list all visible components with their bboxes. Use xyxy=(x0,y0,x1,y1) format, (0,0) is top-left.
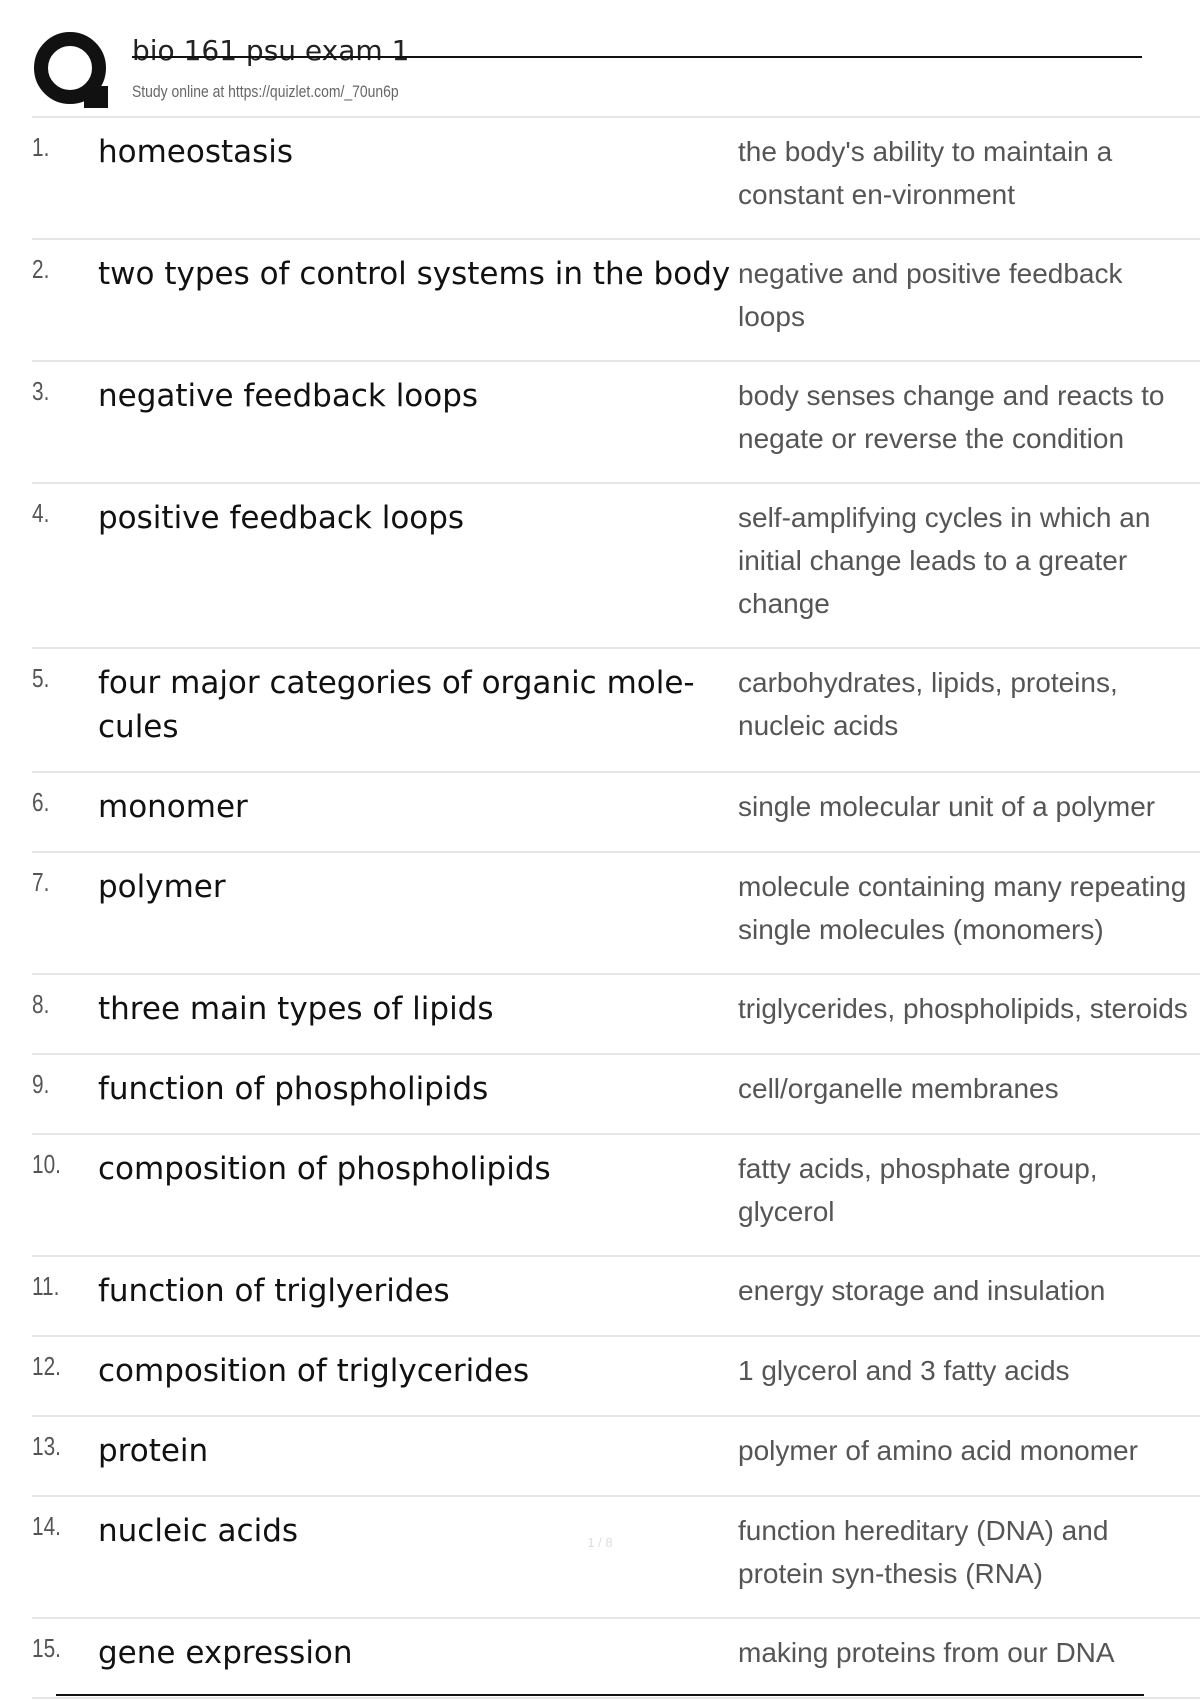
definition: triglycerides, phospholipids, steroids xyxy=(738,993,1188,1024)
definition: polymer of amino acid monomer xyxy=(738,1435,1138,1466)
definition: self-amplifying cycles in which an initial change leads to a greater change xyxy=(738,502,1151,619)
definition: energy storage and insulation xyxy=(738,1275,1106,1306)
row-number: 12. xyxy=(32,1351,61,1381)
definition: negative and positive feedback loops xyxy=(738,258,1123,332)
row-number: 5. xyxy=(32,663,50,693)
flashcard-row xyxy=(32,116,1200,238)
term: composition of triglycerides xyxy=(98,1353,530,1389)
row-number: 9. xyxy=(32,1069,50,1099)
term: function of triglyerides xyxy=(98,1273,450,1309)
flashcard-row xyxy=(32,647,1200,771)
flashcard-row xyxy=(32,1495,1200,1617)
flashcard-row xyxy=(32,360,1200,482)
definition: body senses change and reacts to negate or reverse the condition xyxy=(738,380,1165,454)
flashcard-row xyxy=(32,973,1200,1053)
term: function of phospholipids xyxy=(98,1071,489,1107)
document-header xyxy=(32,30,1142,110)
definition: function hereditary (DNA) and protein syn-thesis (RNA) xyxy=(738,1515,1109,1589)
row-number: 1. xyxy=(32,132,50,162)
definition: cell/organelle membranes xyxy=(738,1073,1059,1104)
definition: carbohydrates, lipids, proteins, nucleic acids xyxy=(738,667,1118,741)
flashcard-list xyxy=(32,116,1200,1699)
title-rule xyxy=(132,56,1142,58)
study-online-link-text: Study online at https://quizlet.com/_70un6p xyxy=(132,82,399,101)
row-number: 11. xyxy=(32,1271,60,1301)
row-number: 14. xyxy=(32,1511,61,1541)
flashcard-row xyxy=(32,1335,1200,1415)
page-indicator: 1 / 8 xyxy=(587,1535,613,1550)
term: monomer xyxy=(98,789,248,825)
definition: fatty acids, phosphate group, glycerol xyxy=(738,1153,1098,1227)
row-number: 6. xyxy=(32,787,50,817)
flashcard-row xyxy=(32,1617,1200,1699)
quizlet-logo-icon xyxy=(32,30,112,110)
term: gene expression xyxy=(98,1635,353,1671)
term: homeostasis xyxy=(98,134,294,170)
definition: 1 glycerol and 3 fatty acids xyxy=(738,1355,1070,1386)
term: nucleic acids xyxy=(98,1513,299,1549)
term: polymer xyxy=(98,869,226,905)
flashcard-row xyxy=(32,482,1200,647)
row-number: 7. xyxy=(32,867,50,897)
term: positive feedback loops xyxy=(98,500,465,536)
flashcard-row xyxy=(32,771,1200,851)
row-number: 8. xyxy=(32,989,50,1019)
row-number: 13. xyxy=(32,1431,61,1461)
row-number: 4. xyxy=(32,498,50,528)
row-number: 10. xyxy=(32,1149,61,1179)
flashcard-row xyxy=(32,238,1200,360)
definition: making proteins from our DNA xyxy=(738,1637,1115,1668)
footer-rule xyxy=(56,1694,1144,1696)
flashcard-row xyxy=(32,1415,1200,1495)
row-number: 2. xyxy=(32,254,50,284)
document-title: bio 161 psu exam 1 xyxy=(132,34,410,67)
term: negative feedback loops xyxy=(98,378,479,414)
flashcard-row xyxy=(32,1053,1200,1133)
term: composition of phospholipids xyxy=(98,1151,551,1187)
definition: single molecular unit of a polymer xyxy=(738,791,1156,822)
row-number: 15. xyxy=(32,1633,61,1663)
flashcard-row xyxy=(32,1133,1200,1255)
definition: the body's ability to maintain a constant en-vironment xyxy=(738,136,1113,210)
term: three main types of lipids xyxy=(98,991,494,1027)
term: protein xyxy=(98,1433,209,1469)
flashcard-row xyxy=(32,851,1200,973)
term: four major categories of organic mole-cules xyxy=(98,665,695,745)
term: two types of control systems in the body xyxy=(98,256,731,292)
definition: molecule containing many repeating single molecules (monomers) xyxy=(738,871,1187,945)
flashcard-row xyxy=(32,1255,1200,1335)
row-number: 3. xyxy=(32,376,50,406)
